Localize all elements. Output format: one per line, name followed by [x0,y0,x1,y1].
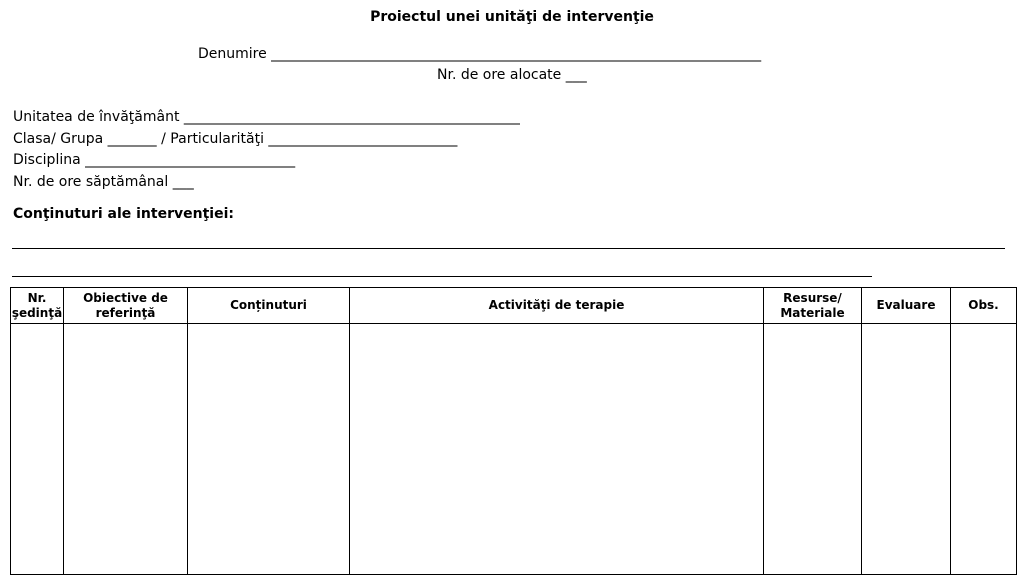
continuturi-line-1 [12,248,1005,249]
cell-evaluare[interactable] [862,324,951,575]
continuturi-line-2 [12,276,872,277]
nr-ore-saptamanal-field: Nr. de ore săptămânal ___ [13,174,194,190]
cell-obiective[interactable] [64,324,188,575]
col-activitati: Activităţi de terapie [350,288,764,324]
col-obiective: Obiective de referinţă [64,288,188,324]
col-resurse: Resurse/ Materiale [764,288,862,324]
cell-obs[interactable] [951,324,1017,575]
denumire-field: Denumire ______________________________________________________________________ [198,46,762,62]
intervention-table [10,287,1017,575]
cell-resurse[interactable] [764,324,862,575]
cell-activitati[interactable] [350,324,764,575]
col-continuturi: Conținuturi [188,288,350,324]
cell-nr-sedinta[interactable] [11,324,64,575]
table-row [11,324,1017,575]
col-nr-sedinta: Nr. şedinţă [11,288,64,324]
nr-ore-alocate-field: Nr. de ore alocate ___ [437,67,587,83]
col-evaluare: Evaluare [862,288,951,324]
col-obs: Obs. [951,288,1017,324]
unitatea-field: Unitatea de învăţământ ________________________________________________ [13,109,520,125]
cell-continuturi[interactable] [188,324,350,575]
table-header-row [11,288,1017,324]
continuturi-heading: Conţinuturi ale intervenţiei: [13,206,234,222]
disciplina-field: Disciplina ______________________________ [13,152,296,168]
page-title: Proiectul unei unităţi de intervenţie [370,9,654,25]
clasa-field: Clasa/ Grupa _______ / Particularităţi ___________________________ [13,131,458,147]
